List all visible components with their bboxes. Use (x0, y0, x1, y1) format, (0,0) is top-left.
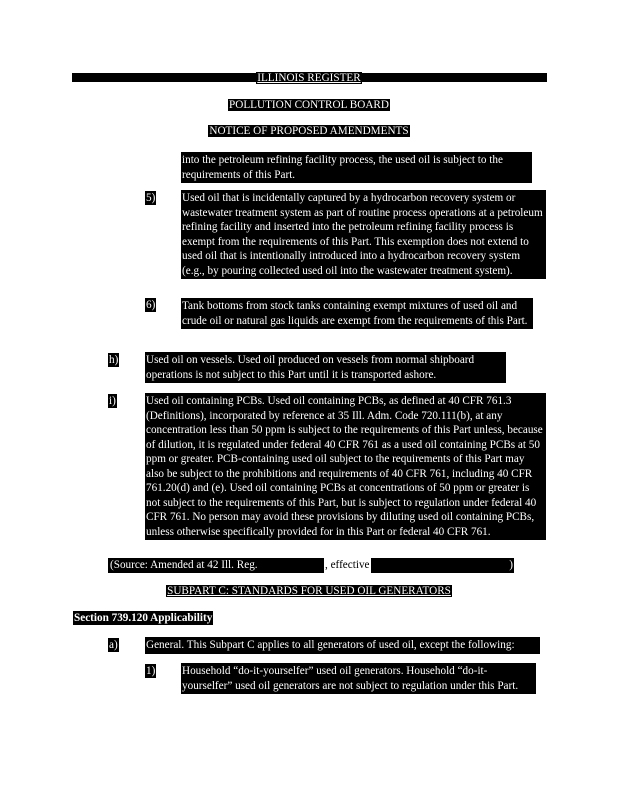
item-label-5: 5) (146, 192, 156, 204)
source-effective: , effective (325, 559, 370, 571)
board-title: POLLUTION CONTROL BOARD (229, 99, 389, 111)
household-label: 1) (146, 665, 156, 677)
item-label-h: h) (109, 354, 119, 366)
source-note: (Source: Amended at 42 Ill. Reg. , effective ) (110, 559, 513, 571)
general-label: a) (109, 639, 118, 651)
household-paragraph: Household “do-it-yourselfer” used oil generators. Household “do-it-yourselfer” used oil generators are not subject to regulation under this Part. (181, 663, 536, 694)
subpart-title: SUBPART C: STANDARDS FOR USED OIL GENERATORS (167, 585, 451, 597)
notice-title: NOTICE OF PROPOSED AMENDMENTS (209, 125, 409, 137)
continued-paragraph: into the petroleum refining facility process, the used oil is subject to the requirements of this Part. (181, 152, 532, 183)
register-title: ILLINOIS REGISTER (257, 72, 361, 84)
item-label-i: i) (109, 395, 116, 407)
item-paragraph-h: Used oil on vessels. Used oil produced on vessels from normal shipboard operations is not subject to this Part until it is transported ashore. (145, 352, 506, 383)
section-heading: Section 739.120 Applicability (74, 612, 213, 624)
item-label-6: 6) (146, 299, 156, 311)
general-paragraph: General. This Subpart C applies to all generators of used oil, except the following: (145, 637, 540, 654)
item-paragraph-i: Used oil containing PCBs. Used oil containing PCBs, as defined at 40 CFR 761.3 (Definitions), incorporated by reference at 35 Ill. Adm. Code 720.111(b), at any concentration less than 50 ppm is subject to the requirements of this Part unless, because of dilution, it is regulated under federal 40 CFR 761 as a used oil containing PCBs at 50 ppm or greater. PCB-containing used oil subject to the requirements of this Part may also be subject to the prohibitions and requirements of 40 CFR 761, including 40 CFR 761.20(d) and (e). Used oil containing PCBs at concentrations of 50 ppm or greater is not subject to the requirements of this Part, but is subject to regulation under federal 40 CFR 761. No person may avoid these provisions by diluting used oil containing PCBs, unless otherwise specifically provided for in this Part or federal 40 CFR 761. (145, 393, 546, 540)
item-paragraph-5: Used oil that is incidentally captured by a hydrocarbon recovery system or wastewater treatment system as part of routine process operations at a petroleum refining facility and inserted into the petroleum refining facility process is exempt from the requirements of this Part. This exemption does not extend to used oil that is intentionally introduced into a hydrocarbon recovery system (e.g., by pouring collected used oil into the wastewater treatment system). (181, 190, 546, 279)
item-paragraph-6: Tank bottoms from stock tanks containing exempt mixtures of used oil and crude oil or natural gas liquids are exempt from the requirements of this Part. (181, 298, 533, 329)
